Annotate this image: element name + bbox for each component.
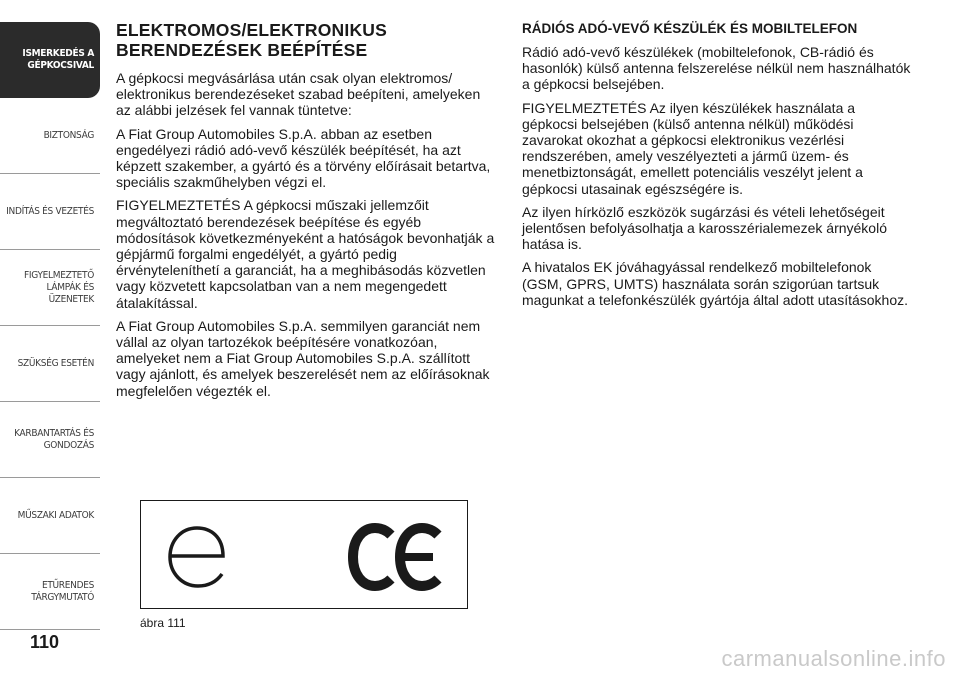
tab-label: FIGYELMEZTETŐ LÁMPÁK ÉS ÜZENETEK: [24, 269, 94, 305]
approval-marks-figure: [140, 500, 468, 609]
tab-label: INDÍTÁS ÉS VEZETÉS: [6, 205, 94, 217]
tab-label: BIZTONSÁG: [43, 129, 94, 141]
tab-szukseg[interactable]: [0, 326, 100, 402]
e-mark-icon: [170, 528, 223, 586]
tab-label: KARBANTARTÁS ÉS GONDOZÁS: [14, 427, 94, 451]
warning-paragraph: FIGYELMEZTETÉS Az ilyen készülékek használata a gépkocsi belsejében (külső antenna nélkül) működési zavarokat okozhat a gépkocsi elektronikus vezérlési rendszerében, amely veszélyezteti a jármű üzem- és menetbiztonságát, emellett potenciális veszélyt jelent a gépkocsi utasainak egészségére is.: [522, 99, 863, 197]
paragraph: A hivatalos EK jóváhagyással rendelkező mobiltelefonok (GSM, GPRS, UMTS) használata során szigorúan tartsuk magunkat a telefonkészülék gyártója által adott utasításokhoz.: [522, 259, 909, 308]
paragraph: A Fiat Group Automobiles S.p.A. abban az esetben engedélyezi rádió adó-vevő készülék beépítését, ha azt képzett szakember, a gyártó és a törvény előírásait betartva, speciális szakműhelyben végzi el.: [116, 125, 491, 191]
section-title: ELEKTROMOS/ELEKTRONIKUS BERENDEZÉSEK BEÉPÍTÉSE: [116, 20, 387, 60]
right-column: [522, 20, 914, 315]
paragraph: Rádió adó-vevő készülékek (mobiltelefonok, CB-rádió és hasonlók) külső antenna felszerelése nélkül nem használhatók a gépkocsi belsejében.: [522, 44, 911, 93]
tab-label: MŰSZAKI ADATOK: [17, 509, 94, 521]
tab-muszaki[interactable]: [0, 478, 100, 554]
chapter-sidebar: [0, 22, 100, 630]
tab-biztonsag[interactable]: [0, 98, 100, 174]
tab-ismerkedes[interactable]: [0, 22, 100, 98]
watermark: carmanualsonline.info: [721, 646, 946, 671]
ce-mark-icon: [353, 528, 438, 586]
tab-label: ETŰRENDES TÁRGYMUTATÓ: [31, 579, 94, 603]
figure-caption: ábra 111: [140, 616, 186, 630]
tab-label: SZÜKSÉG ESETÉN: [17, 357, 94, 369]
left-column: [116, 20, 498, 406]
warning-paragraph: FIGYELMEZTETÉS A gépkocsi műszaki jellemzőit megváltoztató berendezések beépítése és egyéb módosítások következményeként a hatóságok bevonhatják a gépjármű forgalmi engedélyét, a gyártó pedig érvényteleníthetí a garanciát, ha a meghibásodás közvetlen vagy közvetett kapcsolatban van a nem megengedett átalakítással.: [116, 197, 495, 311]
tab-inditas[interactable]: [0, 174, 100, 250]
paragraph: A Fiat Group Automobiles S.p.A. semmilyen garanciát nem vállal az olyan tartozékok beépítésére vonatkozóan, amelyeket nem a Fiat Group Automobiles S.p.A. szállított vagy ajánlott, és amelyek beszerelését nem az előírásoknak megfelelően végezték el.: [116, 317, 490, 399]
tab-targymutato[interactable]: [0, 554, 100, 630]
paragraph: A gépkocsi megvásárlása után csak olyan elektromos/ elektronikus berendezéseket szabad beépíteni, amelyeken az alábbi jelzések fel vannak tüntetve:: [116, 70, 481, 119]
tab-label: ISMERKEDÉS A GÉPKOCSIVAL: [22, 48, 94, 71]
section-title: RÁDIÓS ADÓ-VEVŐ KÉSZÜLÉK ÉS MOBILTELEFON: [522, 21, 858, 36]
page-number: 110: [30, 632, 60, 652]
approval-marks-svg: [141, 501, 466, 607]
tab-karbantartas[interactable]: [0, 402, 100, 478]
paragraph: Az ilyen hírközlő eszközök sugárzási és vételi lehetőségeit jelentősen befolyásolhatja a karosszérialemezek árnyékoló hatása is.: [522, 203, 887, 253]
tab-figyelmezteto[interactable]: [0, 250, 100, 326]
